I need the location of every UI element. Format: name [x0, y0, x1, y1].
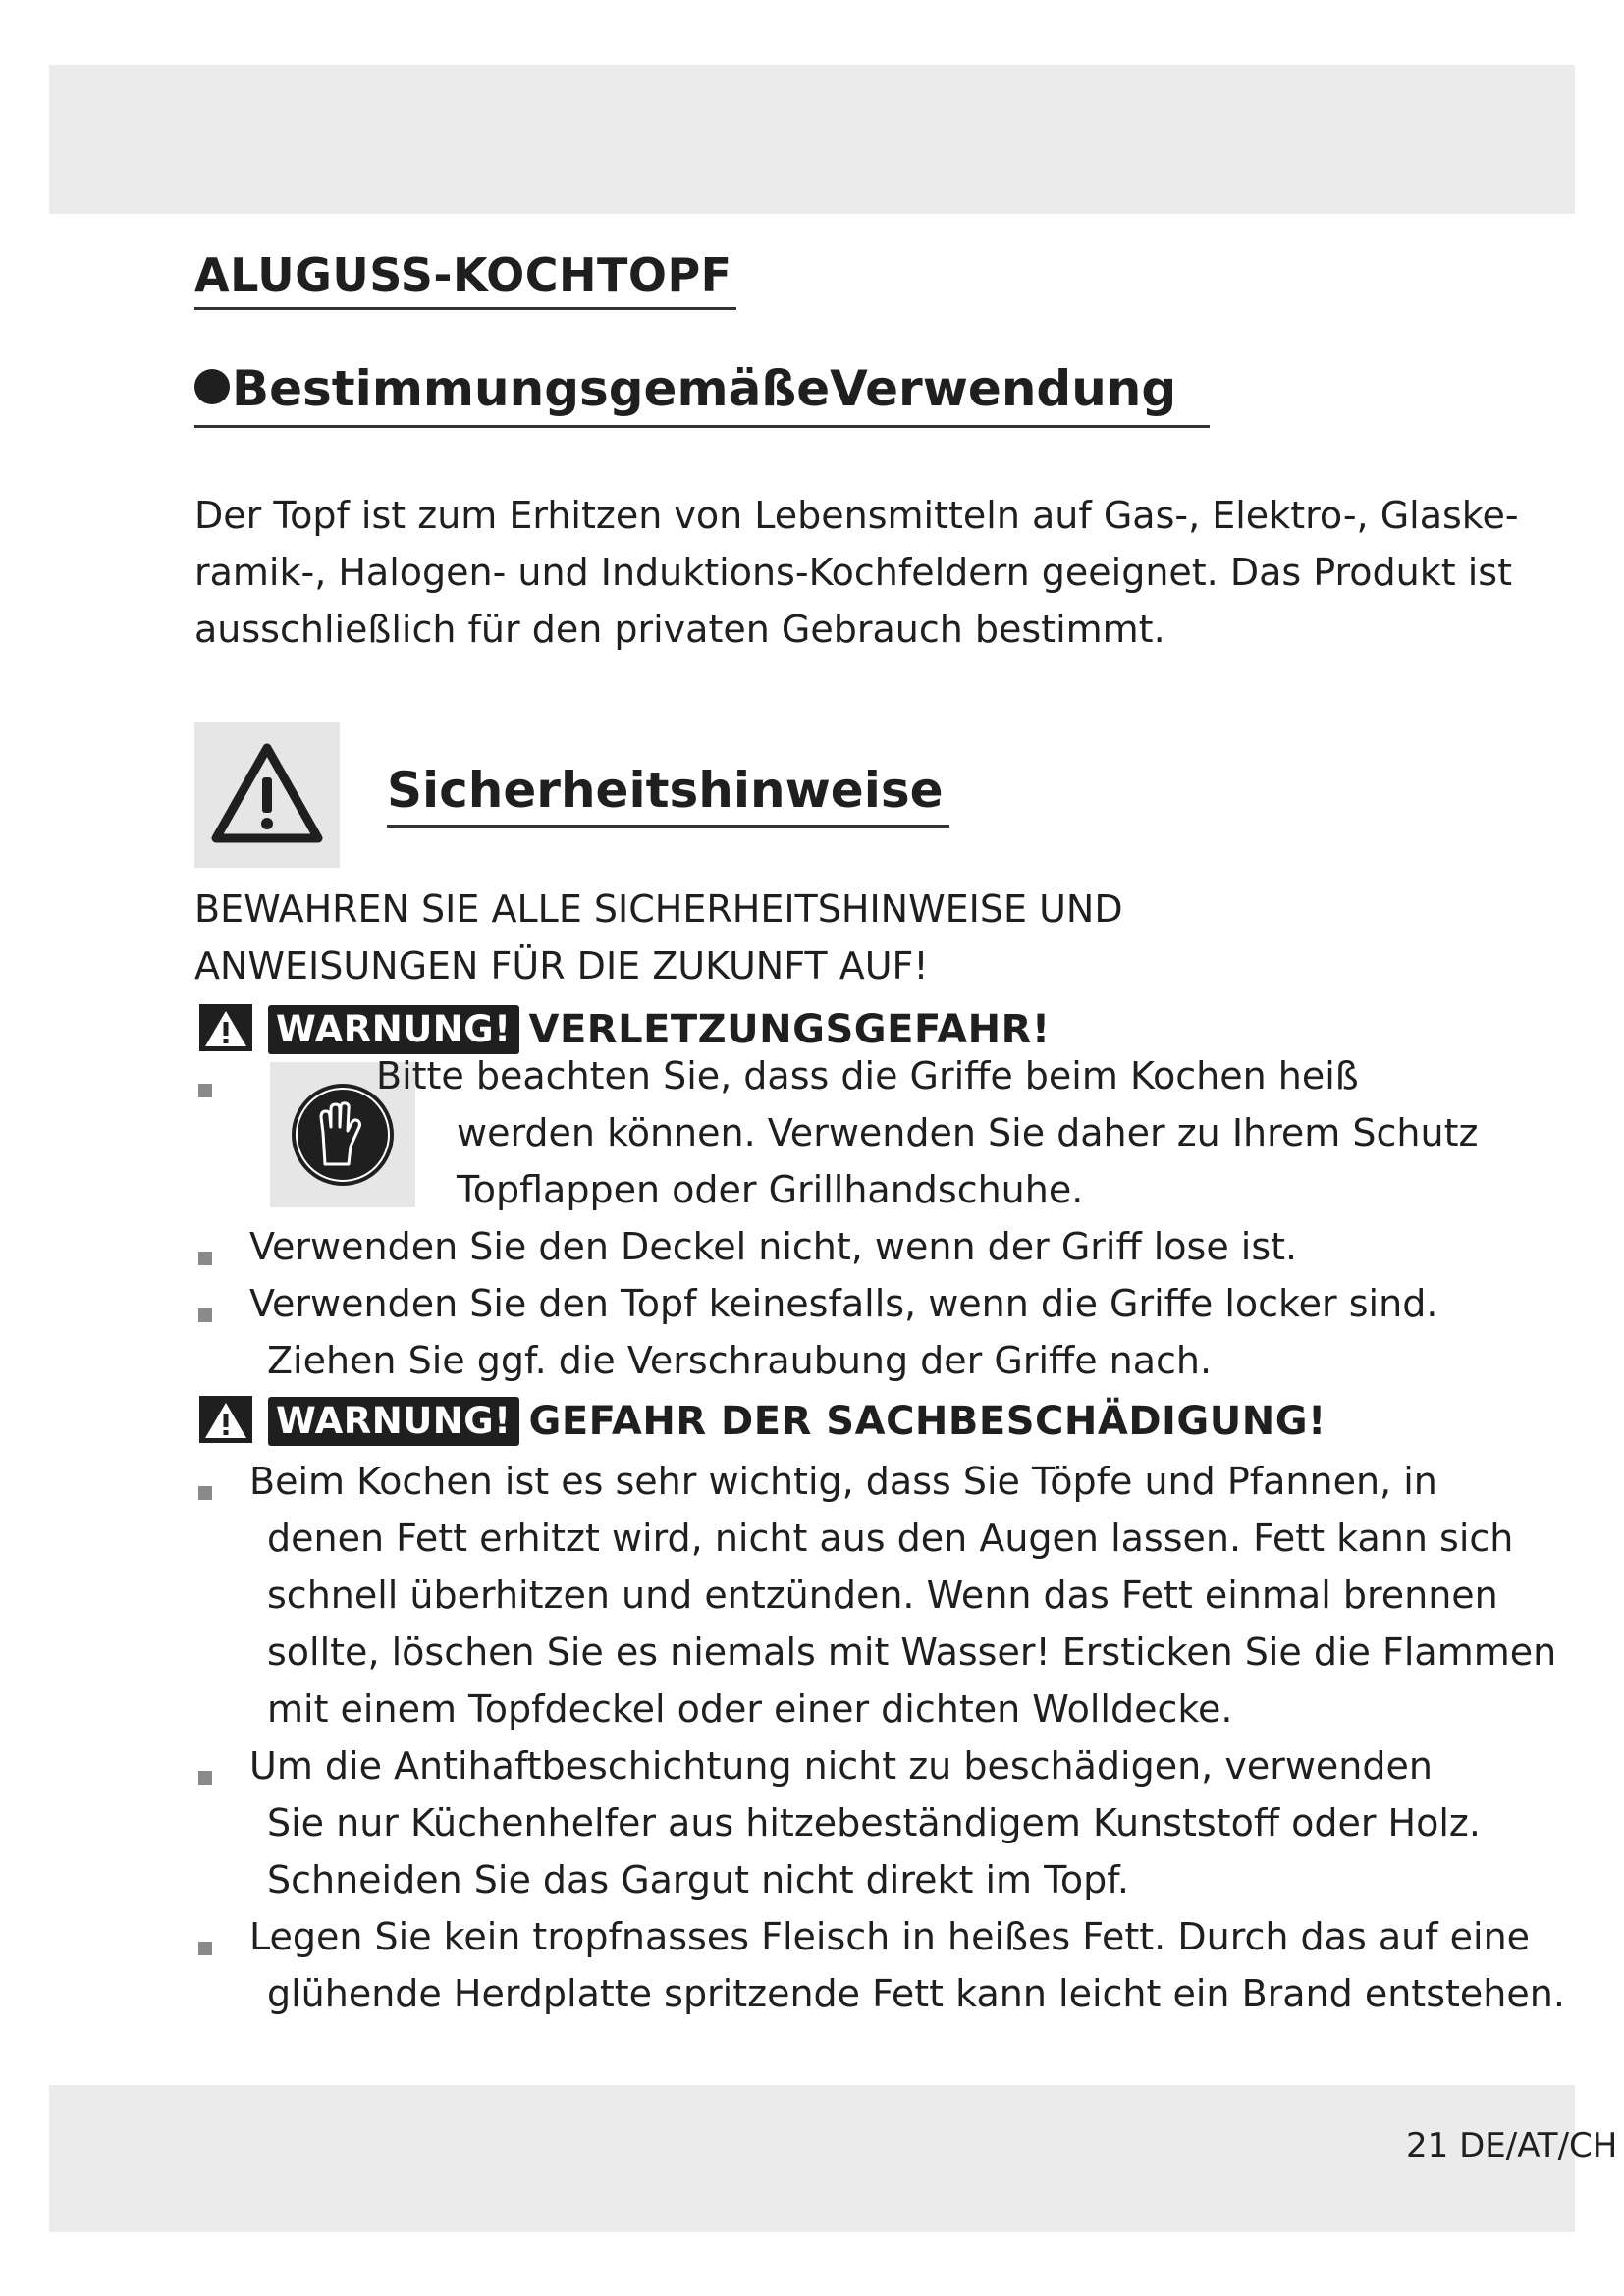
warning-label: WARNUNG! [268, 1005, 519, 1054]
warning-label: WARNUNG! [268, 1397, 519, 1446]
warning-property-damage [199, 1396, 1326, 1447]
warning-title: GEFAHR DER SACHBESCHÄDIGUNG! [528, 1399, 1326, 1444]
bullet-square-icon [198, 1084, 212, 1097]
list-item-text: glühende Herdplatte spritzende Fett kann leicht ein Brand entstehen. [267, 1972, 1565, 2015]
list-item-text: Bitte beachten Sie, dass die Griffe beim Kochen heiß [376, 1054, 1359, 1097]
safety-heading: Sicherheitshinweise [387, 762, 949, 828]
bullet-square-icon [198, 1486, 212, 1500]
list-item-text: Beim Kochen ist es sehr wichtig, dass Sie Töpfe und Pfannen, in [249, 1460, 1437, 1503]
intended-use-heading-text: BestimmungsgemäßeVerwendung [232, 360, 1177, 417]
list-item-text: sollte, löschen Sie es niemals mit Wasser! Ersticken Sie die Flammen [267, 1630, 1557, 1674]
bullet-square-icon [198, 1308, 212, 1322]
list-item-text: Topflappen oder Grillhandschuhe. [457, 1168, 1084, 1211]
paragraph-line: ramik-, Halogen- und Induktions-Kochfeldern geeignet. Das Produkt ist [194, 551, 1512, 594]
bullet-square-icon [198, 1942, 212, 1955]
header-band [49, 65, 1575, 214]
paragraph-line: Der Topf ist zum Erhitzen von Lebensmitteln auf Gas-, Elektro-, Glaske- [194, 494, 1519, 537]
list-item-text: Verwenden Sie den Deckel nicht, wenn der Griff lose ist. [249, 1225, 1298, 1268]
bullet-square-icon [198, 1771, 212, 1785]
list-item-text: denen Fett erhitzt wird, nicht aus den Augen lassen. Fett kann sich [267, 1517, 1514, 1560]
warning-title: VERLETZUNGSGEFAHR! [528, 1007, 1051, 1052]
list-item-text: Um die Antihaftbeschichtung nicht zu beschädigen, verwenden [249, 1744, 1433, 1788]
intended-use-paragraph [194, 487, 1519, 658]
bullet-dot-icon [194, 369, 230, 404]
list-item-text: Schneiden Sie das Gargut nicht direkt im Topf. [267, 1858, 1129, 1901]
main-heading: ALUGUSS-KOCHTOPF [194, 248, 736, 310]
intended-use-heading [194, 360, 1210, 428]
page-number: 21 DE/AT/CH [1406, 2126, 1618, 2165]
list-item-text: Sie nur Küchenhelfer aus hitzebeständigem Kunststoff oder Holz. [267, 1801, 1481, 1844]
footer-band [49, 2085, 1618, 2232]
list-item-text: mit einem Topfdeckel oder einer dichten Wolldecke. [267, 1687, 1233, 1731]
keep-instructions [194, 881, 1123, 994]
list-item-text: Legen Sie kein tropfnasses Fleisch in heißes Fett. Durch das auf eine [249, 1915, 1531, 1958]
list-item-text: schnell überhitzen und entzünden. Wenn das Fett einmal brennen [267, 1574, 1498, 1617]
warning-triangle-icon [194, 722, 340, 868]
small-warning-triangle-icon [199, 1004, 252, 1055]
list-item-text: werden können. Verwenden Sie daher zu Ihrem Schutz [457, 1111, 1479, 1154]
list-item-text: Ziehen Sie ggf. die Verschraubung der Griffe nach. [267, 1339, 1213, 1382]
small-warning-triangle-icon [199, 1396, 252, 1447]
paragraph-line: ausschließlich für den privaten Gebrauch bestimmt. [194, 608, 1165, 651]
caps-line: ANWEISUNGEN FÜR DIE ZUKUNFT AUF! [194, 944, 929, 988]
bullet-square-icon [198, 1252, 212, 1265]
caps-line: BEWAHREN SIE ALLE SICHERHEITSHINWEISE UND [194, 887, 1123, 931]
list-item-text: Verwenden Sie den Topf keinesfalls, wenn die Griffe locker sind. [249, 1282, 1438, 1325]
